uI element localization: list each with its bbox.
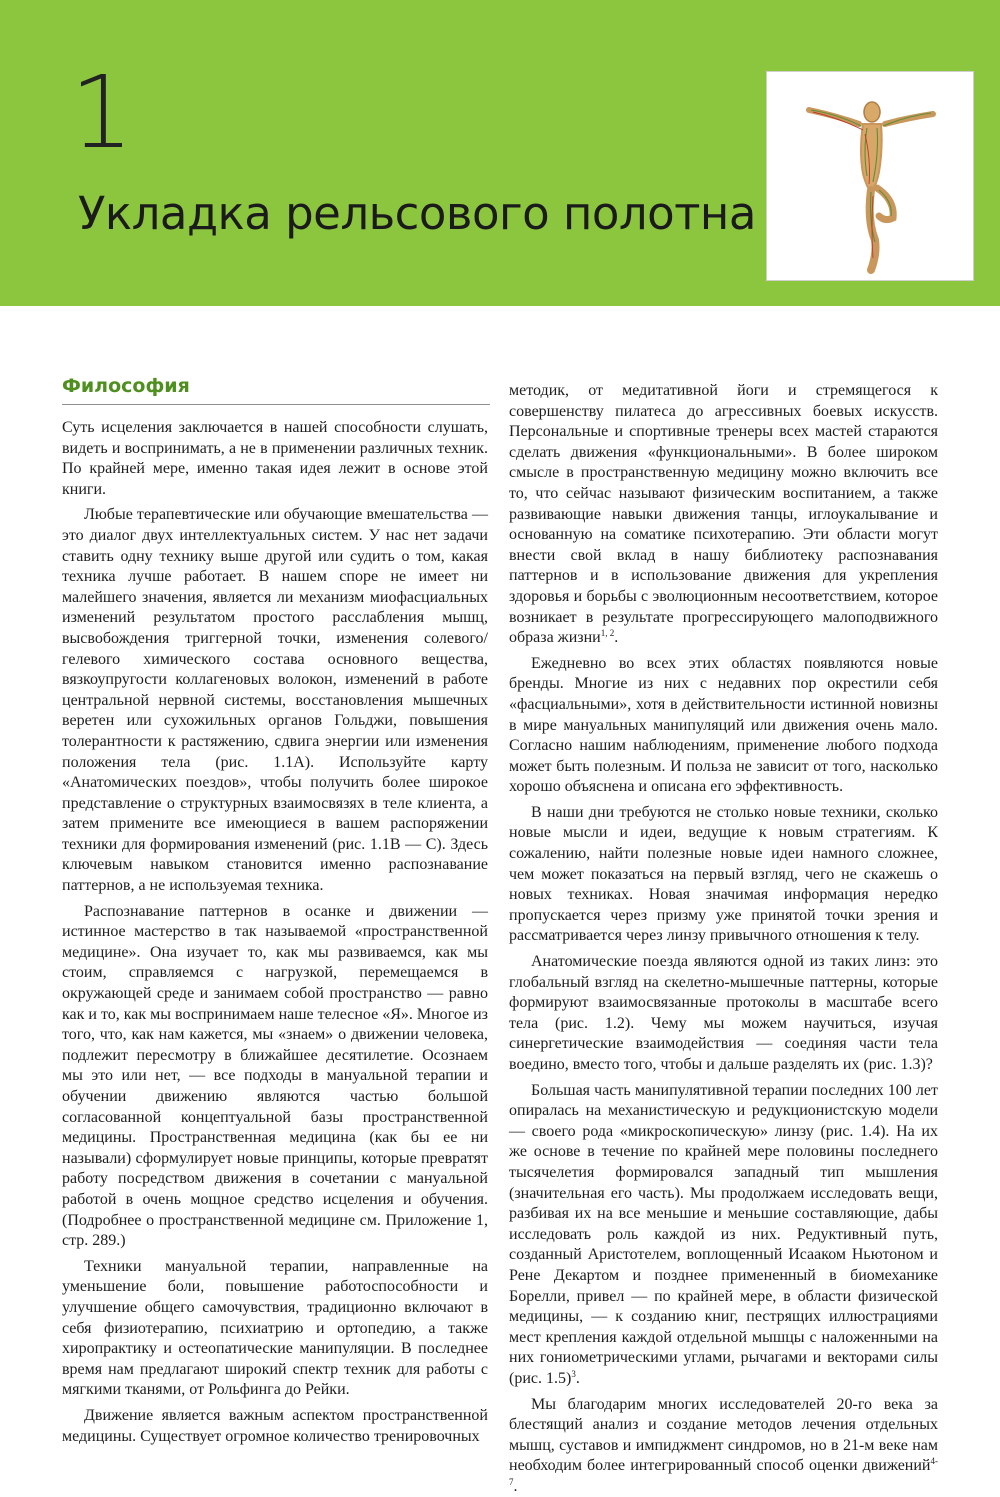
left-text-column	[62, 418, 488, 1447]
paragraph: Движение является важным аспектом пространственной медицины. Существует огромное количество тренировочных	[62, 1406, 488, 1447]
heading-divider	[62, 404, 490, 405]
paragraph: Анатомические поезда являются одной из таких линз: это глобальный взгляд на скелетно-мышечные паттерны, которые формируют взаимосвязанные протоколы в масштабе всего тела (рис. 1.2). Чему мы можем научиться, изучая синергетические взаимодействия — соединяя части тела воедино, вместо того, чтобы и дальше разделять их (рис. 1.3)?	[509, 952, 938, 1076]
paragraph: Суть исцеления заключается в нашей способности слушать, видеть и воспринимать, а не в применении различных техник. По крайней мере, именно такая идея лежит в основе этой книги.	[62, 418, 488, 500]
paragraph-end: .	[514, 1478, 518, 1495]
anatomy-figure	[766, 71, 974, 281]
paragraph-end: .	[576, 1370, 580, 1387]
paragraph-end: .	[614, 629, 618, 646]
paragraph	[509, 1081, 938, 1390]
footnote-ref: 4-7	[509, 1456, 938, 1487]
footnote-ref: 3	[571, 1369, 576, 1379]
paragraph	[509, 1395, 938, 1497]
paragraph: Техники мануальной терапии, направленные на уменьшение боли, повышение работоспособности и улучшение общего самочувствия, традиционно включают в себя физиотерапию, психиатрию и ортопедию, а также хиропрактику и остеопатические манипуляции. В последнее время нам предлагают широкий спектр техник для работы с мягкими тканями, от Рольфинга до Рейки.	[62, 1257, 488, 1401]
paragraph: В наши дни требуются не столько новые техники, сколько новые мысли и идеи, ведущие к новым стратегиям. К сожалению, найти полезные новые идеи намного сложнее, чем может показаться на первый взгляд, чего не скажешь о новых техниках. Новая значимая информация нередко пропускается через призму уже принятой точки зрения и рассматривается через линзу привычного отношения к телу.	[509, 803, 938, 947]
chapter-title: Укладка рельсового полотна	[78, 184, 756, 244]
chapter-header-banner	[0, 0, 1000, 306]
paragraph: Ежедневно во всех этих областях появляются новые бренды. Многие из них с недавних пор окрестили себя «фасциальными», хотя в действительности истинной новизны в мире мануальных манипуляций или движения очень мало. Согласно нашим наблюдениям, применение любого подхода может быть полезным. И польза не зависит от того, насколько хорошо объяснена и описана его эффективность.	[509, 654, 938, 798]
paragraph: Распознавание паттернов в осанке и движении — истинное мастерство в так называемой «пространственной медицине». Она изучает то, как мы развиваемся, как мы стоим, справляемся с нагрузкой, перемещаемся в окружающей среде и занимаем собой пространство — равно как и то, как мы воспринимаем наше телесное «Я». Многое из того, что, как нам кажется, мы «знаем» о движении человека, подлежит пересмотру в ближайшее десятилетие. Осознаем мы это или нет, — все подходы в мануальной терапии и обучении движению являются частью большой согласованной концептуальной базы пространственной медицины. Пространственная медицина (как бы ее ни называли) сформулирует новые принципы, которые превратят работу посредством движения в сочетании с мануальной работой в очень мощное средство исцеления и обучения. (Подробнее о пространственной медицине см. Приложение 1, стр. 289.)	[62, 902, 488, 1252]
anatomy-figure-illustration	[767, 72, 973, 280]
paragraph-text: методик, от медитативной йоги и стремящегося к совершенству пилатеса до агрессивных боевых искусств. Персональные и спортивные тренеры всех мастей стараются сделать движения «функциональными». В более широком смысле в пространственную медицину можно включить все то, что сейчас называют физическим воспитанием, а также развивающие навыки движения танцы, иглоукалывание и основанную на соматике психотерапию. Эти области могут внести свой вклад в нашу библиотеку распознавания паттернов и в использование движения для укрепления здоровья и борьбы с эволюционным несоответствием, которое возникает в результате прогрессирующего малоподвижного образа жизни	[509, 382, 938, 646]
paragraph: Любые терапевтические или обучающие вмешательства — это диалог двух интеллектуальных систем. У нас нет задачи ставить одну технику выше другой или судить о том, какая техника лучше работает. В нашем споре не имеет ни малейшего значения, является ли механизм миофасциальных изменений результатом простого расслабления мышц, высвобождения триггерной точки, изменения солевого/гелевого химического состава основного вещества, вязкоупругости коллагеновых волокон, изменений в работе центральной нервной системы, восстановления мышечных веретен или сухожильных органов Гольджи, повышения толерантности к растяжению, сдвига энергии или изменения положения тела (рис. 1.1А). Используйте карту «Анатомических поездов», чтобы получить более широкое представление о структурных взаимосвязях в теле клиента, а затем примените все имеющиеся в вашем распоряжении техники для формирования изменений (рис. 1.1В — С). Здесь ключевым навыком становится именно распознавание паттернов, а не используемая техника.	[62, 505, 488, 896]
paragraph-text: Мы благодарим многих исследователей 20-го века за блестящий анализ и создание методов лечения отдельных мышц, суставов и импиджмент синдромов, но в 21-м веке нам необходим более интегрированный способ оценки движений	[509, 1396, 938, 1475]
right-text-column	[509, 381, 938, 1497]
paragraph-text: Большая часть манипулятивной терапии последних 100 лет опиралась на механистическую и редукционистскую модели — своего рода «микроскопическую» линзу (рис. 1.4). На их же основе в течение по крайней мере половины последнего тысячелетия формировался западный тип мышления (значительная его часть). Мы продолжаем исследовать вещи, разбивая их на все меньшие и меньшие составляющие, дабы исследовать роль каждой из них. Редуктивный путь, созданный Аристотелем, воплощенный Исааком Ньютоном и Рене Декартом и позднее примененный в биомеханике Борелли, привел — по крайней мере, в области физической медицины, — к созданию книг, пестрящих иллюстрациями мест крепления каждой отдельной мышцы с наложенными на них гониометрическими углами, рычагами и векторами силы (рис. 1.5)	[509, 1082, 938, 1387]
chapter-number: 1	[70, 58, 134, 168]
paragraph	[509, 381, 938, 649]
section-heading: Философия	[62, 375, 190, 397]
footnote-ref: 1, 2	[601, 628, 615, 638]
